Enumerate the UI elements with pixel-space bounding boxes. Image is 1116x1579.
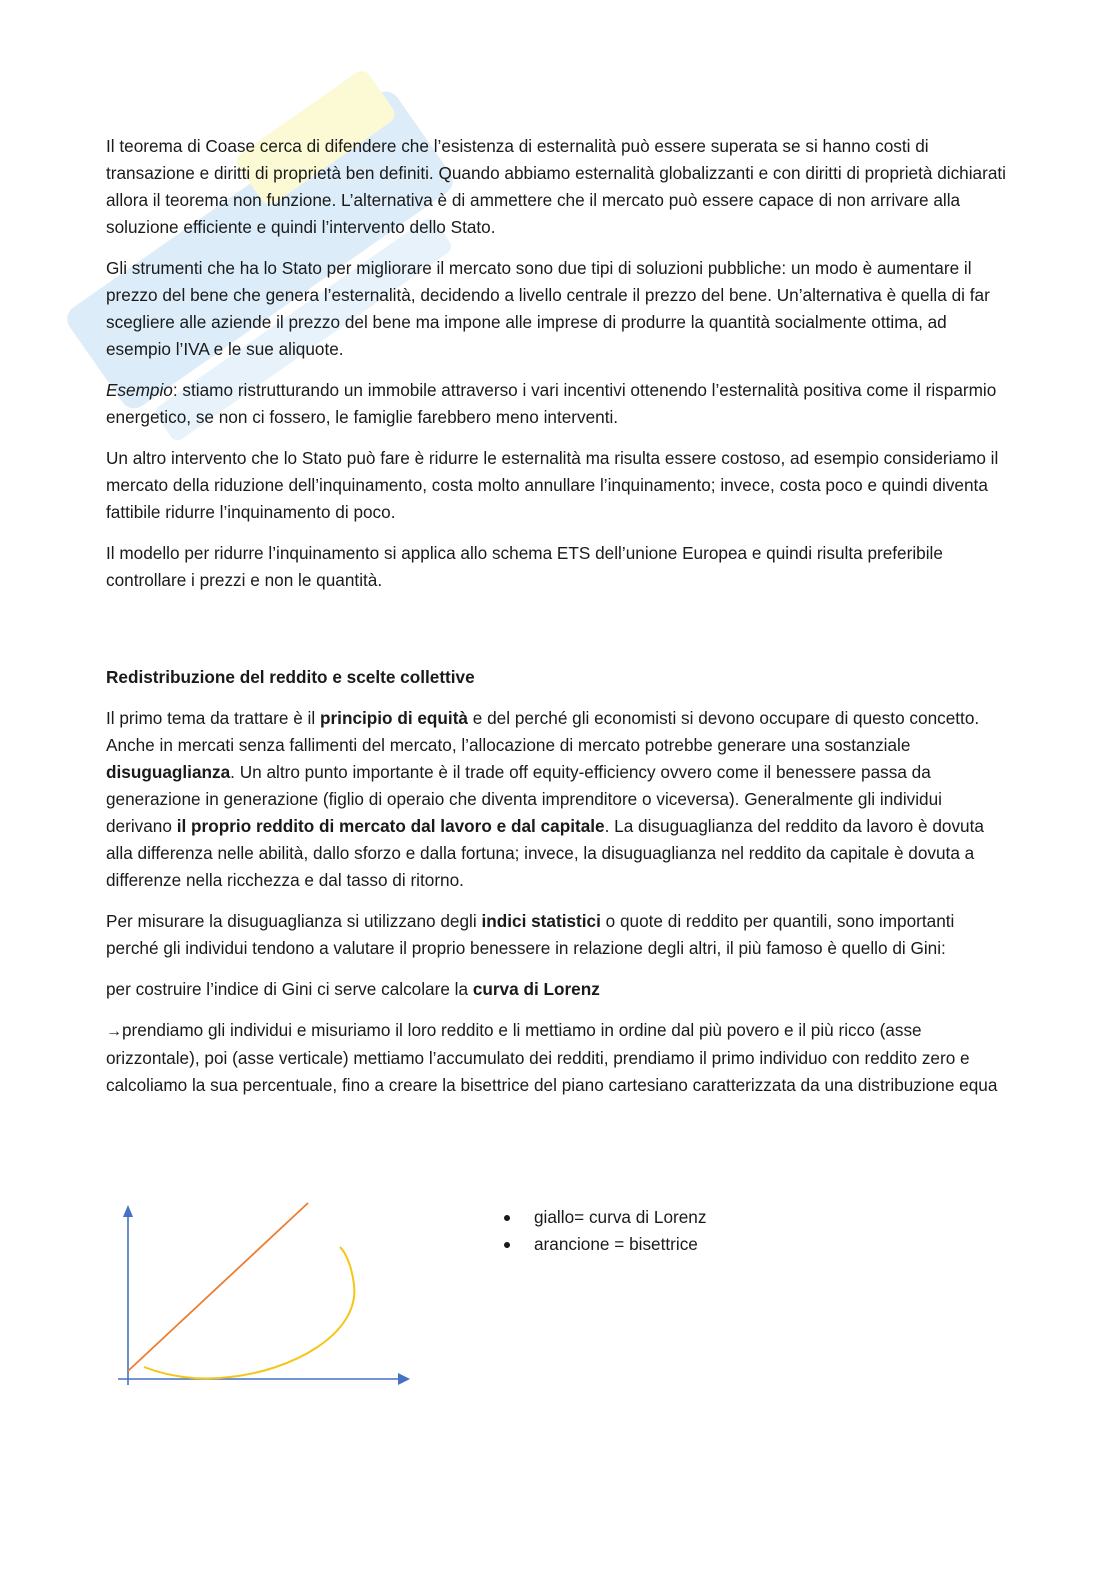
y-axis-arrow-icon <box>123 1205 133 1217</box>
section-gap <box>106 608 1010 664</box>
legend-list <box>500 1204 706 1258</box>
paragraph-coase: Il teorema di Coase cerca di difendere che l’esistenza di esternalità può essere superata se si hanno costi di transazione e diritti di proprietà ben definiti. Quando abbiamo esternalità globalizzanti e con diritti di proprietà dichiarati allora il teorema non funzione. L’alternativa è di ammettere che il mercato può essere capace di non arrivare alla soluzione efficiente e quindi l’intervento dello Stato. <box>106 136 1006 237</box>
equity-text-1: Il primo tema da trattare è il <box>106 708 320 728</box>
legend-item-bisettrice: arancione = bisettrice <box>500 1231 706 1258</box>
paragraph-esempio <box>106 377 1010 431</box>
lorenz-bold-curva: curva di Lorenz <box>472 979 600 999</box>
arrow-icon: → <box>106 1023 122 1040</box>
section-heading: Redistribuzione del reddito e scelte collettive <box>106 667 475 687</box>
paragraph-equita <box>106 705 1010 894</box>
equity-bold-reddito: il proprio reddito di mercato dal lavoro e dal capitale <box>176 816 605 836</box>
lorenz-text-1: per costruire l’indice di Gini ci serve calcolare la <box>106 979 473 999</box>
lorenz-curve <box>144 1247 354 1379</box>
procedura-text: prendiamo gli individui e misuriamo il loro reddito e li mettiamo in ordine dal più povero e il più ricco (asse orizzontale), poi (asse verticale) mettiamo l’accumulato dei redditi, prendiamo il primo individuo con reddito zero e calcoliamo la sua percentuale, fino a creare la bisettrice del piano cartesiano caratterizzata da una distribuzione equa <box>106 1020 998 1095</box>
paragraph-procedura <box>106 1017 1010 1099</box>
paragraph-ets: Il modello per ridurre l’inquinamento si applica allo schema ETS dell’unione Europea e quindi risulta preferibile controllare i prezzi e non le quantità. <box>106 543 943 590</box>
diagram-legend <box>500 1204 706 1258</box>
bisector-line <box>128 1203 308 1371</box>
legend-item-lorenz: giallo= curva di Lorenz <box>500 1204 706 1231</box>
equity-text-2: e del perché gli economisti si devono occupare di questo concetto. Anche in mercati senza fallimenti del mercato, l’allocazione di mercato potrebbe generare una sostanziale <box>106 708 980 755</box>
paragraph-strumenti-stato: Gli strumenti che ha lo Stato per migliorare il mercato sono due tipi di soluzioni pubbliche: un modo è aumentare il prezzo del bene che genera l’esternalità, decidendo a livello centrale il prezzo del bene. Un’alternativa è quella di far scegliere alle aziende il prezzo del bene ma impone alle imprese di produrre la quantità socialmente ottima, ad esempio l’IVA e le sue aliquote. <box>106 258 990 359</box>
example-text: : stiamo ristrutturando un immobile attraverso i vari incentivi ottenendo l’esternalità positiva come il risparmio energetico, se non ci fossero, le famiglie farebbero meno interventi. <box>106 380 997 427</box>
example-label: Esempio <box>106 380 173 400</box>
equity-text-4: . La disuguaglianza del reddito da lavoro è dovuta alla differenza nelle abilità, dallo sforzo e dalla fortuna; invece, la disuguaglianza nel reddito da capitale è dovuta a differenze nella ricchezza e dal tasso di ritorno. <box>106 816 984 890</box>
paragraph-intervento: Un altro intervento che lo Stato può fare è ridurre le esternalità ma risulta essere costoso, ad esempio consideriamo il mercato della riduzione dell’inquinamento, costa molto annullare l’inquinamento; invece, costa poco e quindi diventa fattibile ridurre l’inquinamento di poco. <box>106 448 999 522</box>
gini-text-2: o quote di reddito per quantili, sono importanti perché gli individui tendono a valutare il proprio benessere in relazione degli altri, il più famoso è quello di Gini: <box>106 911 955 958</box>
equity-text-3: . Un altro punto importante è il trade off equity-efficiency ovvero come il benessere passa da generazione in generazione (figlio di operaio che diventa imprenditore o viceversa). Generalmente gli individui derivano <box>106 762 942 836</box>
document-body <box>106 133 1010 1113</box>
gini-text-1: Per misurare la disuguaglianza si utilizzano degli <box>106 911 482 931</box>
x-axis-arrow-icon <box>398 1373 410 1385</box>
gini-bold-indici: indici statistici <box>481 911 601 931</box>
paragraph-lorenz <box>106 976 1010 1003</box>
equity-bold-disuguaglianza: disuguaglianza <box>106 762 231 782</box>
lorenz-diagram <box>110 1195 430 1405</box>
paragraph-gini <box>106 908 1010 962</box>
equity-bold-principio: principio di equità <box>319 708 468 728</box>
